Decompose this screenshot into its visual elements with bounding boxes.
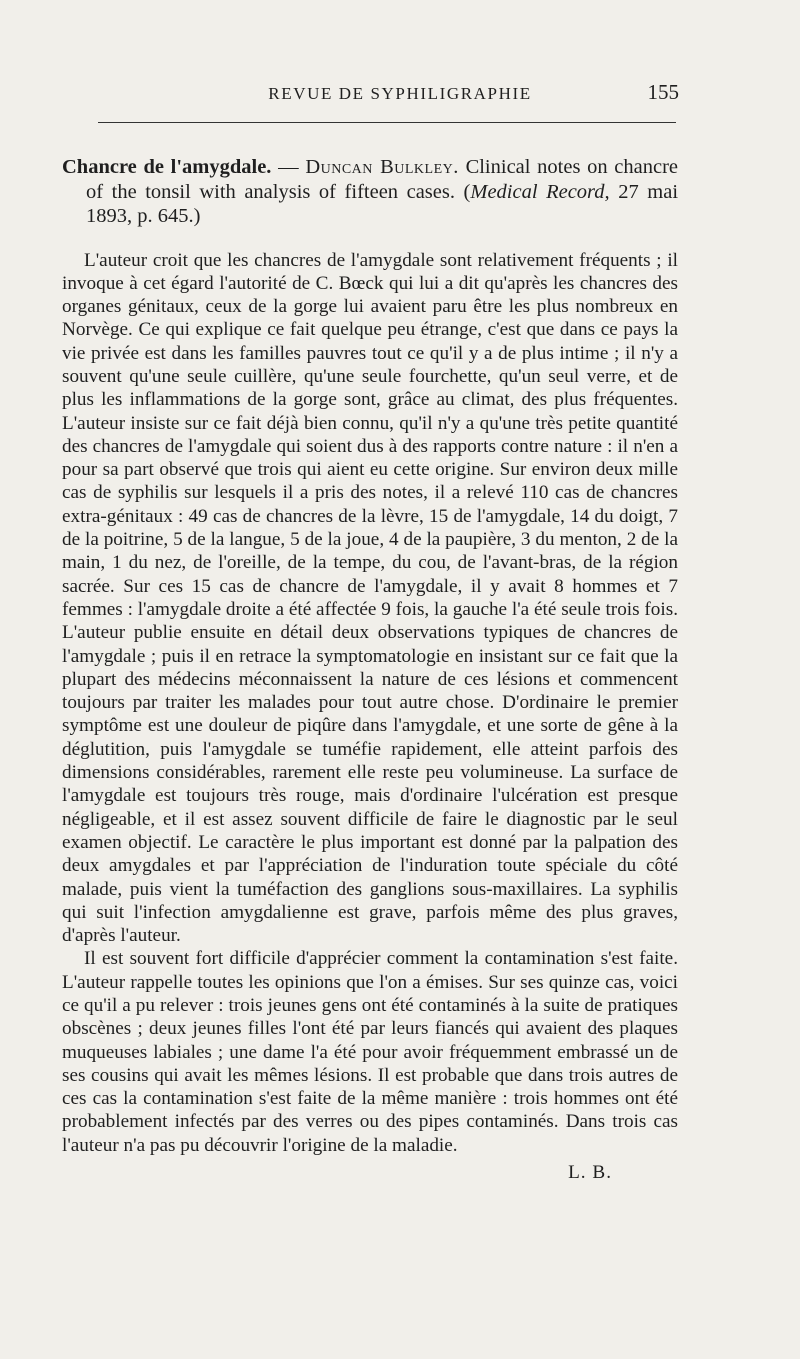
article-heading: Chancre de l'amygdale. — Duncan Bulkley. Clinical notes on chancre of the tonsil with analysis of fifteen cases. (Medical Record, 27 mai 1893, p. 645.) [62,156,679,227]
running-header: REVUE DE SYPHILIGRAPHIE [268,84,532,103]
heading-dash: — [278,156,299,178]
paragraph-1: L'auteur croit que les chancres de l'amygdale sont relativement fréquents ; il invoque à cet égard l'autorité de C. Bœck qui lui a dit qu'après les chancres des organes génitaux, ceux de la gorge lui avaient paru être les plus nombreux en Norvège. Ce qui explique ce fait quelque peu étrange, c'est que dans ce pays la vie privée est dans les familles pauvres tout ce qu'il y a de plus intime ; il n'y a souvent qu'une seule cuillère, qu'une seule fourchette, qu'un seul verre, et de plus les inflammations de la gorge sont, grâce au climat, des plus fréquentes. L'auteur insiste sur ce fait déjà bien connu, qu'il n'y a qu'une très petite quantité des chancres de l'amygdale qui soient dus à des rapports contre nature : il n'en a pour sa part observé que trois qui aient eu cette origine. Sur environ deux mille cas de syphilis sur lesquels il a pris des notes, il a relevé 110 cas de chancres extra-génitaux : 49 cas de chancres de la lèvre, 15 de l'amygdale, 14 du doigt, 7 de la poitrine, 5 de la langue, 5 de la joue, 4 de la paupière, 3 du menton, 2 de la main, 1 du nez, de l'oreille, de la tempe, du cou, de l'avant-bras, de la région sacrée. Sur ces 15 cas de chancre de l'amygdale, il y avait 8 hommes et 7 femmes : l'amygdale droite a été affectée 9 fois, la gauche l'a été seule trois fois. L'auteur publie ensuite en détail deux observations typiques de chancres de l'amygdale ; puis il en retrace la symptomatologie en insistant sur ce fait que la plupart des médecins méconnaissent la nature de ces lésions et commencent toujours par traiter les malades pour tout autre chose. D'ordinaire le premier symptôme est une douleur de piqûre dans l'amygdale, et une sorte de gêne à la déglutition, puis l'amygdale se tuméfie rapidement, elle atteint parfois des dimensions considérables, rarement elle reste peu volumineuse. La surface de l'amygdale est toujours très rouge, mais d'ordinaire l'ulcération est presque négligeable, et il est assez souvent difficile de faire le diagnostic par le seul examen objectif. Le caractère le plus important est donné par la palpation des deux amygdales et par l'appréciation de l'induration toute spéciale du côté malade, puis vient la tuméfaction des ganglions sous-maxillaires. La syphilis qui suit l'infection amygdalienne est grave, parfois même des plus graves, d'après l'auteur. [62,249,678,947]
citation-details: 27 mai 1893, p. 645.) [86,180,679,227]
header-rule [98,122,676,123]
journal-name: Medical Record, [470,180,610,203]
signature: L. B. [568,1162,612,1184]
article-source-title: Clinical notes on chancre of the tonsil with analysis of fifteen cases. [86,156,679,203]
article-author: Duncan Bulkley. [305,156,459,178]
paragraph-2: Il est souvent fort difficile d'apprécier comment la contamination s'est faite. L'auteur rappelle toutes les opinions que l'on a émises. Sur ses quinze cas, voici ce qu'il a pu relever : trois jeunes gens ont été contaminés à la suite de pratiques obscènes ; deux jeunes filles l'ont été par leurs fiancés qui avaient des plaques muqueuses labiales ; une dame l'a été pour avoir fréquemment embrassé un de ses cousins qui avait les mêmes lésions. Il est probable que dans trois autres de ces cas la contamination s'est faite de la même manière : trois hommes ont été probablement infectés par des verres ou des pipes contaminés. Dans trois cas l'auteur n'a pas pu découvrir l'origine de la maladie. [62,948,678,1156]
article [62,155,678,1184]
page-number: 155 [647,80,679,104]
article-subject: Chancre de l'amygdale. [62,156,272,178]
